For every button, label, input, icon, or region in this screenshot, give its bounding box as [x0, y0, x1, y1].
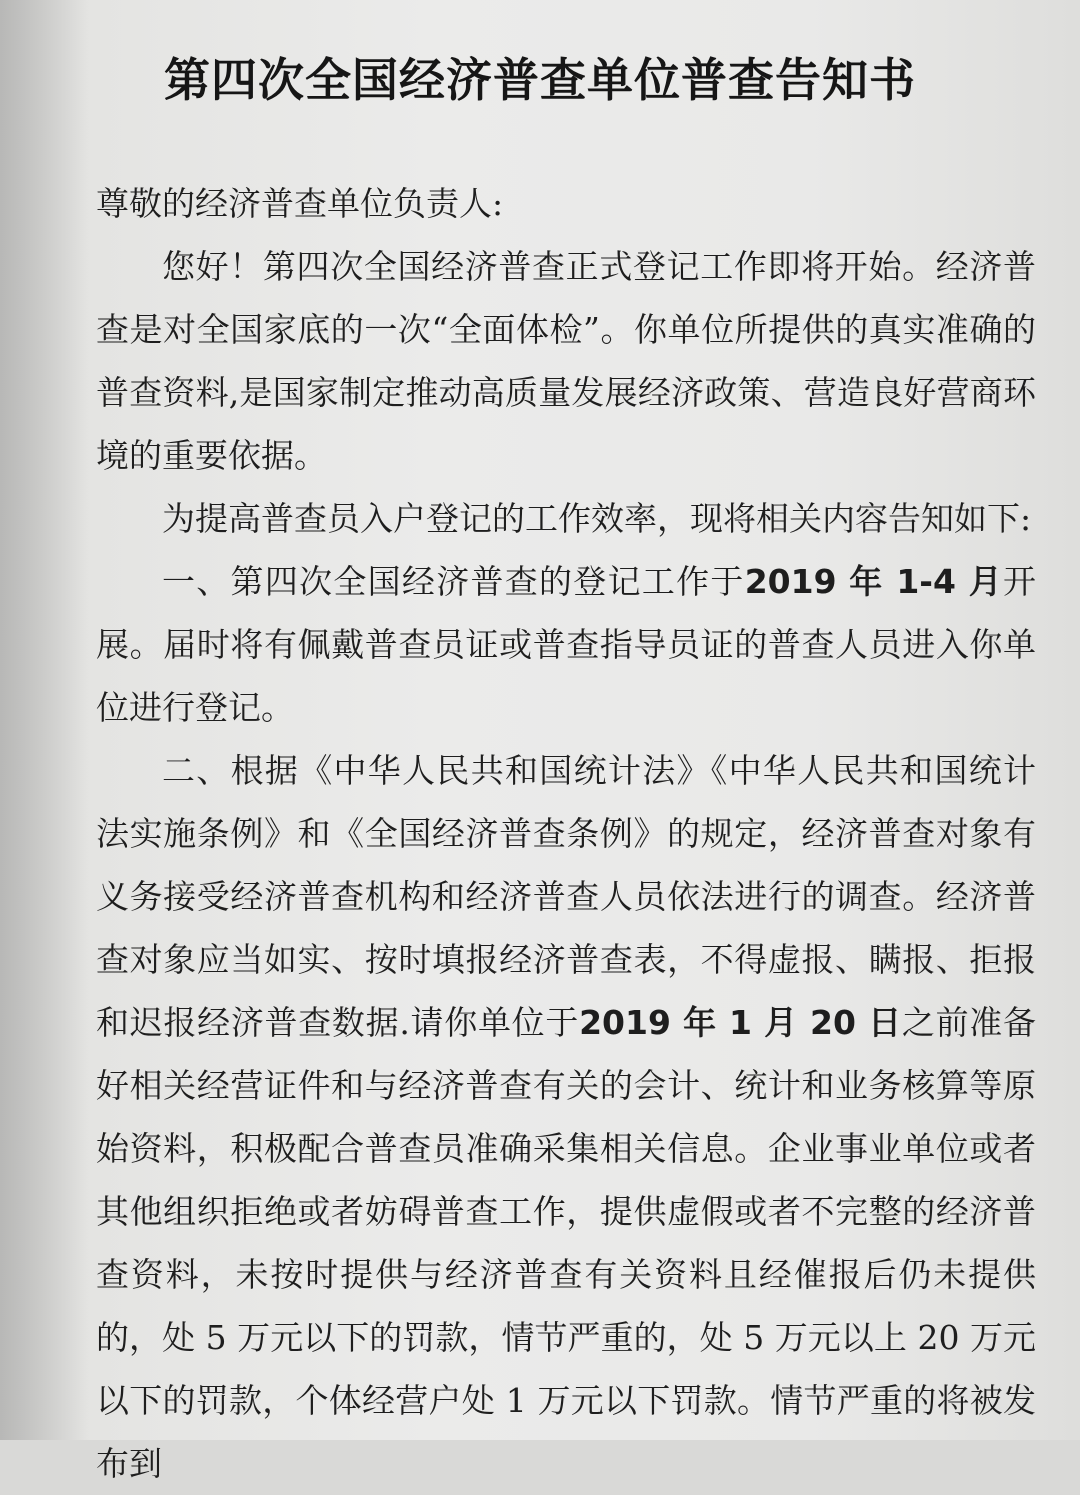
paragraph-notice: 为提高普查员入户登记的工作效率，现将相关内容告知如下:	[162, 499, 1032, 538]
item-2	[96, 739, 1036, 1495]
salutation: 尊敬的经济普查单位负责人:	[96, 184, 504, 223]
item-1-date: 2019 年 1-4 月	[744, 562, 1003, 601]
item-1-text-before: 一、第四次全国经济普查的登记工作于	[162, 562, 745, 601]
item-2-text-after: 之前准备好相关经营证件和与经济普查有关的会计、统计和业务核算等原始资料，积极配合普查员准确采集相关信息。企业事业单位或者其他组织拒绝或者妨碍普查工作，提供虚假或者不完整的经济普查资料，未按时提供与经济普查有关资料且经催报后仍未提供的，处 5 万元以下的罚款，情节严重的，处 5 万元以上 20 万元以下的罚款，个体经营户处 1 万元以下罚款。情节严重的将被发布到	[96, 1003, 1036, 1483]
item-1-text-after: 开展。届时将有佩戴普查员证或普查指导员证的普查人员进入你单位进行登记。	[96, 562, 1036, 727]
item-2-date: 2019 年 1 月 20 日	[579, 1003, 902, 1042]
document-body	[96, 172, 1036, 1495]
document-title: 第四次全国经济普查单位普查告知书	[164, 53, 916, 107]
item-2-text-before: 二、根据《中华人民共和国统计法》《中华人民共和国统计法实施条例》和《全国经济普查条例》的规定，经济普查对象有义务接受经济普查机构和经济普查人员依法进行的调查。经济普查对象应当如实、按时填报经济普查表，不得虚报、瞒报、拒报和迟报经济普查数据.请你单位于	[96, 751, 1036, 1042]
item-1	[96, 550, 1036, 739]
paragraph-intro: 您好！第四次全国经济普查正式登记工作即将开始。经济普查是对全国家底的一次“全面体检”。你单位所提供的真实准确的普查资料,是国家制定推动高质量发展经济政策、营造良好营商环境的重要依据。	[96, 247, 1036, 475]
